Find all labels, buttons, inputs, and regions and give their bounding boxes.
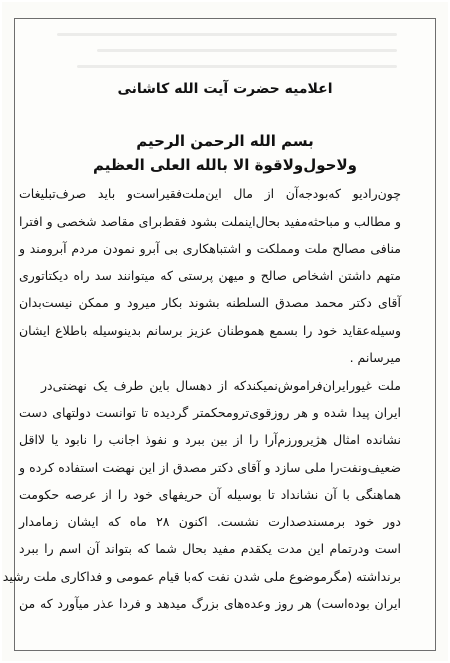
text-line: است ودرتمام این مدت یکقدم مفید بحال شما که بتواند آن اسم را ببرد	[19, 541, 401, 556]
text-line: ایران پیدا شده و هر روزقوی‌ترومحکمتر گردیده تا توانست دولتهای دست	[19, 405, 401, 420]
document-title: اعلامیه حضرت آیت الله کاشانی	[117, 81, 333, 97]
basmala-line-1: بسم الله الرحمن الرحیم	[136, 132, 314, 150]
bleed-through-line	[77, 65, 397, 68]
text-line: و مطالب و مباحثه‌مفید بحال‌اینملت بشود فقط‌برای مقاصد شخصی و افترا	[19, 214, 401, 229]
text-line: ایران بوده‌است) هر روز وعده‌های بزرگ میدهد و فردا عذر میآورد که من	[19, 596, 401, 611]
scanned-page	[2, 2, 448, 661]
text-line: منافی مصالح ملت ومملکت و اشتباهکاری‌ بی آبرو نمودن مردم آبرومند و	[19, 241, 401, 256]
text-line: هماهنگی با آن نشانداد تا بوسیله آن حریفهای خود را از عرصه حکومت	[19, 487, 401, 502]
text-line: ضعیف‌ونفت‌را ملی سازد و آقای دکتر مصدق از این نهضت استفاده کرده و	[19, 460, 401, 475]
text-line: ملت غیورایران‌فراموش‌نمیکند‌که از دهسال باین طرف یک نهضتی‌در	[41, 378, 401, 393]
text-line: وسیله‌عقاید خود را بسمع هموطنان عزیز برسانم بدینوسیله باطلاع ایشان	[19, 323, 401, 338]
text-line: چون‌رادیو که‌بودجه‌آن از مال این‌ملت‌فقیراست‌و باید صرف‌تبلیغات	[19, 186, 401, 201]
text-line: دور خود برمسندصدارت نشست. اکنون ٢٨ ماه که ایشان زمامدار	[19, 514, 401, 529]
text-line: آقای دکتر محمد مصدق السلطنه بشوند بکار میرود و ممکن نیست‌بدان	[19, 295, 401, 310]
text-line: میرسانم .	[349, 350, 401, 365]
text-line: متهم داشتن اشخاص صالح و میهن پرستی که میتوانند سد راه دیکتاتوری	[19, 268, 401, 283]
basmala-line-2: ولاحول‌ولاقوة الا بالله العلی العظیم	[93, 156, 357, 174]
text-line: برنداشته (مگرموضوع ملی شدن نفت که‌با قیام عمومی و فداکاری ملت رشید	[2, 569, 401, 584]
text-line: نشانده امثال هژیرورزم‌آرا را از بین ببرد و نفوذ اجانب را نابود یا لااقل	[19, 432, 401, 447]
page-border	[2, 18, 436, 651]
bleed-through-line	[57, 33, 397, 36]
bleed-through-line	[97, 49, 397, 52]
